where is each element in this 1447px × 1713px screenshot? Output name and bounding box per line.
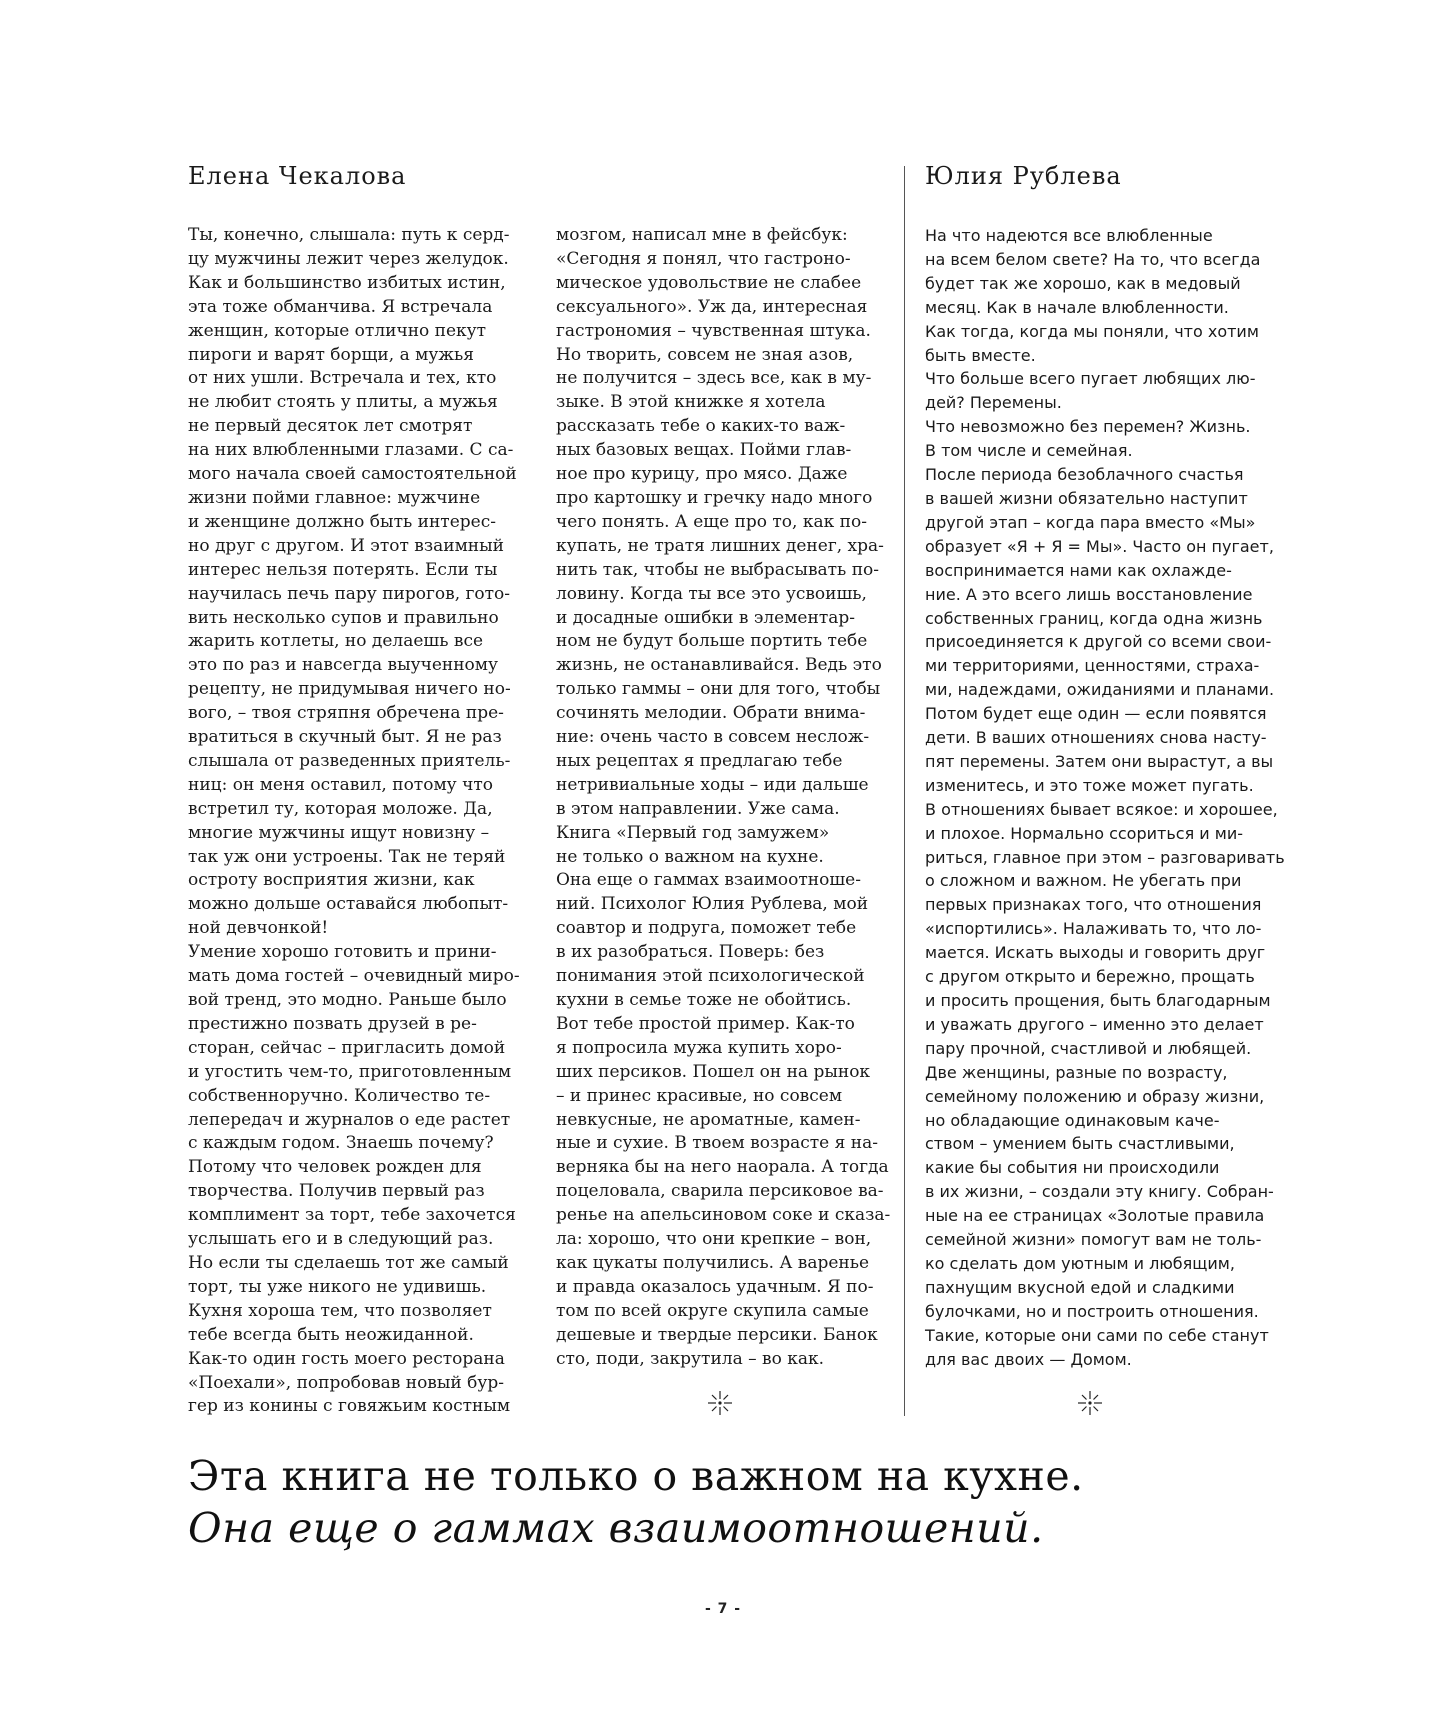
text-line: не только о важном на кухне. <box>556 846 824 867</box>
text-line: на всем белом свете? На то, что всегда <box>925 249 1261 269</box>
text-line: в их жизни, – создали эту книгу. Собран- <box>925 1182 1274 1202</box>
text-line: Потому что человек рожден для <box>188 1157 482 1178</box>
text-line: и правда оказалось удачным. Я по- <box>556 1276 874 1297</box>
text-line: понимания этой психологической <box>556 966 865 987</box>
text-line: торт, ты уже никого не удивишь. <box>188 1276 487 1297</box>
asterisk-ornament-icon <box>707 1390 733 1416</box>
text-line: поцеловала, сварила персиковое ва- <box>556 1181 884 1202</box>
text-line: риться, главное при этом – разговаривать <box>925 847 1285 867</box>
text-line: Что больше всего пугает любящих лю- <box>925 369 1256 389</box>
text-line: ниц: он меня оставил, потому что <box>188 774 493 795</box>
text-line: многие мужчины ищут новизну – <box>188 822 490 843</box>
text-line: нить так, чтобы не выбрасывать по- <box>556 559 880 580</box>
text-line: сочинять мелодии. Обрати внима- <box>556 703 866 724</box>
text-line: Две женщины, разные по возрасту, <box>925 1062 1228 1082</box>
text-line: гастрономия – чувственная штука. <box>556 320 871 341</box>
text-line: После периода безоблачного счастья <box>925 465 1244 485</box>
text-line: сексуального». Уж да, интересная <box>556 296 868 317</box>
text-line: женщин, которые отлично пекут <box>188 320 487 341</box>
text-line: вого, – твоя стряпня обречена пре- <box>188 703 504 724</box>
text-line: и уважать другого – именно это делает <box>925 1014 1264 1034</box>
text-line: про картошку и гречку надо много <box>556 487 873 508</box>
text-line: лепередач и журналов о еде растет <box>188 1109 511 1130</box>
text-line: ством – умением быть счастливыми, <box>925 1134 1235 1154</box>
text-line: В том числе и семейная. <box>925 441 1133 461</box>
text-line: ние: очень часто в совсем неслож- <box>556 727 870 748</box>
text-line: дети. В ваших отношениях снова насту- <box>925 728 1267 748</box>
text-line: не любит стоять у плиты, а мужья <box>188 392 498 413</box>
text-line: на них влюбленными глазами. С са- <box>188 440 514 461</box>
text-line: какие бы события ни происходили <box>925 1158 1220 1178</box>
text-line: Вот тебе простой пример. Как-то <box>556 1013 855 1034</box>
text-line: булочками, но и построить отношения. <box>925 1301 1259 1321</box>
text-line: и просить прощения, быть благодарным <box>925 991 1271 1010</box>
text-line: и угостить чем-то, приготовленным <box>188 1061 512 1082</box>
text-line: мать дома гостей – очевидный миро- <box>188 966 520 987</box>
text-line: ловину. Когда ты все это усвоишь, <box>556 583 867 604</box>
text-line: в этом направлении. Уже сама. <box>556 798 840 819</box>
text-line: и досадные ошибки в элементар- <box>556 607 855 628</box>
text-line: сто, поди, закрутила – во как. <box>556 1348 825 1369</box>
text-line: встретил ту, которая моложе. Да, <box>188 798 493 819</box>
text-line: ние. А это всего лишь восстановление <box>925 584 1253 604</box>
text-line: творчества. Получив первый раз <box>188 1181 485 1202</box>
text-line: ное про курицу, про мясо. Даже <box>556 464 848 485</box>
text-line: но обладающие одинаковым каче- <box>925 1110 1220 1130</box>
text-line: и плохое. Нормально ссориться и ми- <box>925 823 1243 843</box>
text-line: пахнущим вкусной едой и сладкими <box>925 1277 1235 1297</box>
text-line: том по всей округе скупила самые <box>556 1300 869 1321</box>
text-line: верняка бы на него наорала. А тогда <box>556 1157 889 1178</box>
text-line: семейному положению и образу жизни, <box>925 1086 1265 1106</box>
text-line: о сложном и важном. Не убегать при <box>925 871 1242 891</box>
text-line: «испортились». Налаживать то, что ло- <box>925 919 1262 939</box>
text-line: рассказать тебе о каких-то важ- <box>556 416 846 437</box>
text-line: Умение хорошо готовить и прини- <box>188 942 497 963</box>
text-line: собственных границ, когда одна жизнь <box>925 608 1263 628</box>
text-line: вратиться в скучный быт. Я не раз <box>188 727 502 748</box>
text-line: Книга «Первый год замужем» <box>556 822 830 843</box>
text-line: вой тренд, это модно. Раньше было <box>188 990 507 1010</box>
text-line: нетривиальные ходы – иди дальше <box>556 774 869 795</box>
text-line: изменитесь, и это тоже может пугать. <box>925 775 1254 795</box>
text-line: невкусные, не ароматные, камен- <box>556 1109 861 1130</box>
text-line: Такие, которые они сами по себе станут <box>925 1325 1269 1345</box>
text-line: В отношениях бывает всякое: и хорошее, <box>925 799 1278 819</box>
text-line: интерес нельзя потерять. Если ты <box>188 559 498 580</box>
text-line: не первый десяток лет смотрят <box>188 416 473 437</box>
text-line: дей? Перемены. <box>925 393 1062 413</box>
text-line: только гаммы – они для того, чтобы <box>556 679 881 700</box>
text-line: в вашей жизни обязательно наступит <box>925 488 1248 508</box>
text-line: ренье на апельсиновом соке и сказа- <box>556 1205 891 1226</box>
author-name-left: Елена Чекалова <box>188 162 407 190</box>
text-line: тебе всегда быть неожиданной. <box>188 1324 474 1345</box>
text-line: пару прочной, счастливой и любящей. <box>925 1038 1252 1058</box>
text-line: другой этап – когда пара вместо «Мы» <box>925 512 1256 532</box>
text-line: Как и большинство избитых истин, <box>188 272 506 293</box>
text-line: эта тоже обманчива. Я встречала <box>188 296 493 317</box>
text-line: ко сделать дом уютным и любящим, <box>925 1253 1235 1273</box>
text-line: услышать его и в следующий раз. <box>188 1229 494 1250</box>
text-line: Но если ты сделаешь тот же самый <box>188 1252 509 1273</box>
pull-quote-line-1: Эта книга не только о важном на кухне. <box>188 1452 1084 1500</box>
text-line: цу мужчины лежит через желудок. <box>188 248 509 269</box>
text-line: престижно позвать друзей в ре- <box>188 1013 477 1034</box>
text-line: мическое удовольствие не слабее <box>556 272 862 293</box>
text-line: – и принес красивые, но совсем <box>556 1085 843 1106</box>
text-line: будет так же хорошо, как в медовый <box>925 273 1241 293</box>
column-rubleva <box>925 224 1285 1372</box>
text-line: ных базовых вещах. Пойми глав- <box>556 440 852 461</box>
text-line: дешевые и твердые персики. Банок <box>556 1324 878 1345</box>
text-line: слышала от разведенных приятель- <box>188 750 511 771</box>
text-line: собственноручно. Количество те- <box>188 1085 491 1106</box>
text-line: Она еще о гаммах взаимоотноше- <box>556 870 861 891</box>
text-line: ми территориями, ценностями, страха- <box>925 656 1260 676</box>
text-line: чего понять. А еще про то, как по- <box>556 511 867 532</box>
text-line: ний. Психолог Юлия Рублева, мой <box>556 894 869 915</box>
text-line: ла: хорошо, что они крепкие – вон, <box>556 1229 872 1250</box>
text-line: я попросила мужа купить хоро- <box>556 1037 842 1058</box>
text-line: можно дольше оставайся любопыт- <box>188 894 509 915</box>
text-line: ших персиков. Пошел он на рынок <box>556 1061 871 1082</box>
text-line: ной девчонкой! <box>188 918 329 939</box>
text-line: месяц. Как в начале влюбленности. <box>925 297 1229 317</box>
text-line: это по раз и навсегда выученному <box>188 655 499 676</box>
text-line: ные и сухие. В твоем возрасте я на- <box>556 1133 878 1154</box>
text-line: жарить котлеты, но делаешь все <box>188 631 484 652</box>
text-line: соавтор и подруга, поможет тебе <box>556 918 857 939</box>
text-line: Что невозможно без перемен? Жизнь. <box>925 417 1251 437</box>
text-line: Как тогда, когда мы поняли, что хотим <box>925 321 1259 341</box>
pull-quote-line-2: Она еще о гаммах взаимоотношений. <box>188 1504 1044 1552</box>
text-line: Кухня хороша тем, что позволяет <box>188 1300 492 1321</box>
text-line: ные на ее страницах «Золотые правила <box>925 1206 1265 1226</box>
column-chekalova-part2 <box>556 224 890 1372</box>
text-line: ном не будут больше портить тебе <box>556 631 868 652</box>
text-line: рецепту, не придумывая ничего но- <box>188 679 511 700</box>
text-line: Ты, конечно, слышала: путь к серд- <box>188 225 510 245</box>
text-line: кухни в семье тоже не обойтись. <box>556 990 852 1010</box>
text-line: но друг с другом. И этот взаимный <box>188 535 505 556</box>
text-line: и женщине должно быть интерес- <box>188 511 496 532</box>
text-line: присоединяется к другой со всеми свои- <box>925 632 1272 652</box>
text-line: пироги и варят борщи, а мужья <box>188 344 474 365</box>
text-line: остроту восприятия жизни, как <box>188 870 475 891</box>
text-line: «Поехали», попробовав новый бур- <box>188 1372 505 1393</box>
text-line: ми, надеждами, ожиданиями и планами. <box>925 680 1275 700</box>
text-line: жизни пойми главное: мужчине <box>188 487 481 508</box>
text-line: для вас двоих — Домом. <box>925 1349 1132 1369</box>
text-line: Потом будет еще один — если появятся <box>925 704 1267 724</box>
text-line: ных рецептах я предлагаю тебе <box>556 750 843 771</box>
text-line: жизнь, не останавливайся. Ведь это <box>556 655 882 676</box>
text-line: «Сегодня я понял, что гастроно- <box>556 248 851 269</box>
pull-quote <box>188 1450 1084 1554</box>
column-divider <box>904 166 905 1416</box>
text-line: комплимент за торт, тебе захочется <box>188 1205 516 1226</box>
text-line: купать, не тратя лишних денег, хра- <box>556 535 884 556</box>
asterisk-ornament-icon <box>1077 1390 1103 1416</box>
text-line: семейной жизни» помогут вам не толь- <box>925 1230 1262 1250</box>
text-line: вить несколько супов и правильно <box>188 607 499 628</box>
page-number: - 7 - <box>704 1601 742 1617</box>
column-chekalova-part1 <box>188 224 520 1419</box>
text-line: первых признаках того, что отношения <box>925 895 1262 915</box>
text-line: Как-то один гость моего ресторана <box>188 1348 505 1369</box>
text-line: мается. Искать выходы и говорить друг <box>925 943 1266 963</box>
text-line: сторан, сейчас – пригласить домой <box>188 1037 506 1058</box>
text-line: как цукаты получились. А варенье <box>556 1252 870 1273</box>
text-line: образует «Я + Я = Мы». Часто он пугает, <box>925 536 1274 556</box>
text-line: быть вместе. <box>925 345 1036 365</box>
text-line: не получится – здесь все, как в му- <box>556 368 872 389</box>
text-line: На что надеются все влюбленные <box>925 226 1213 245</box>
text-line: мого начала своей самостоятельной <box>188 464 517 485</box>
text-line: гер из конины с говяжьим костным <box>188 1396 511 1417</box>
text-line: Но творить, совсем не зная азов, <box>556 344 854 365</box>
text-line: с другом открыто и бережно, прощать <box>925 967 1255 987</box>
text-line: пят перемены. Затем они вырастут, а вы <box>925 751 1274 771</box>
text-line: от них ушли. Встречала и тех, кто <box>188 368 497 389</box>
text-line: мозгом, написал мне в фейсбук: <box>556 225 848 245</box>
text-line: так уж они устроены. Так не теряй <box>188 846 506 867</box>
text-line: в их разобраться. Поверь: без <box>556 942 825 963</box>
text-line: с каждым годом. Знаешь почему? <box>188 1133 494 1154</box>
text-line: воспринимается нами как охлажде- <box>925 560 1232 580</box>
text-line: зыке. В этой книжке я хотела <box>556 392 826 413</box>
author-name-right: Юлия Рублева <box>925 162 1122 190</box>
text-line: научилась печь пару пирогов, гото- <box>188 583 511 604</box>
